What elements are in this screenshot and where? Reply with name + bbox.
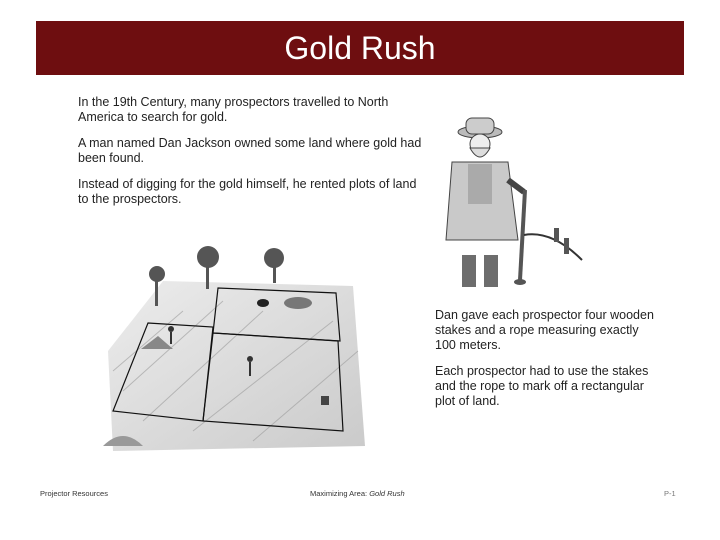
paragraph-2: A man named Dan Jackson owned some land where gold had been found.: [78, 136, 422, 165]
slide-title: Gold Rush: [284, 29, 436, 66]
paragraph-4: Dan gave each prospector four wooden stakes and a rope measuring exactly 100 meters.: [435, 308, 654, 352]
footer-lesson-title: [310, 489, 405, 498]
footer-lesson-prefix: Maximizing Area:: [310, 489, 370, 498]
paragraph-5: Each prospector had to use the stakes and the rope to mark off a rectangular plot of land.: [435, 364, 649, 408]
dan-jackson-illustration: [432, 110, 597, 290]
footer-source: Projector Resources: [40, 489, 108, 498]
page-number: P-1: [664, 489, 676, 498]
instructions-text: [435, 308, 655, 420]
paragraph-1: In the 19th Century, many prospectors travelled to North America to search for gold.: [78, 95, 389, 124]
footer-lesson-name: Gold Rush: [369, 489, 405, 498]
title-bar: [36, 21, 684, 75]
intro-text: [78, 95, 423, 218]
paragraph-3: Instead of digging for the gold himself, he rented plots of land to the prospectors.: [78, 177, 417, 206]
field-plots-illustration: [103, 241, 368, 454]
